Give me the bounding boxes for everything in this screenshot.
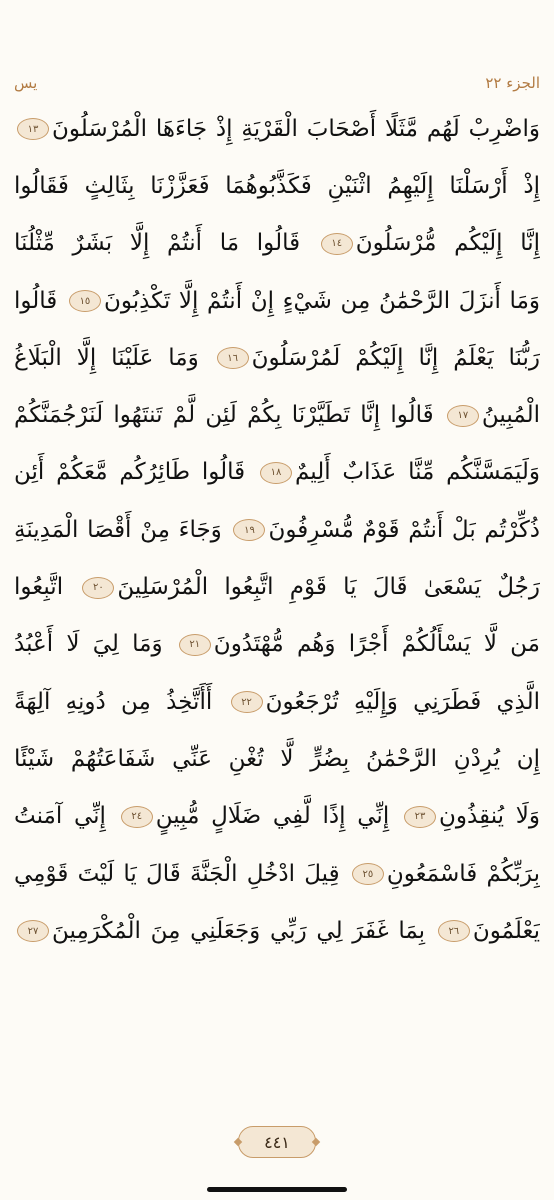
verse-text: إِذْ أَرْسَلْنَا إِلَيْهِمُ اثْنَيْنِ فَكَذَّبُوهُمَا فَعَزَّزْنَا بِثَالِثٍ فَقَالُوا xyxy=(14,172,540,199)
ayah-number-marker: ١٥ xyxy=(69,290,101,312)
verse-text: رَبُّنَا يَعْلَمُ إِنَّا إِلَيْكُمْ لَمُرْسَلُونَ xyxy=(251,344,540,371)
ayah-number-marker: ٢٤ xyxy=(121,806,153,828)
verse-text: رَجُلٌ يَسْعَىٰ قَالَ يَا قَوْمِ اتَّبِعُوا الْمُرْسَلِينَ xyxy=(117,574,540,601)
ayah-number-marker: ١٤ xyxy=(321,233,353,255)
verse-text: وَلَا يُنقِذُونِ xyxy=(438,803,540,830)
ayah-number-marker: ١٦ xyxy=(217,347,249,369)
text-line xyxy=(14,673,540,730)
text-line xyxy=(14,100,540,157)
verse-text: اتَّبِعُوا xyxy=(14,574,64,601)
verse-text: إِن يُرِدْنِ الرَّحْمَٰنُ بِضُرٍّ لَّا تُغْنِ عَنِّي شَفَاعَتُهُمْ شَيْئًا xyxy=(14,745,540,772)
ayah-number-marker: ٢٦ xyxy=(438,920,470,942)
verse-text: قَالُوا طَائِرُكُم مَّعَكُمْ أَئِن xyxy=(14,459,246,486)
text-line xyxy=(14,386,540,443)
text-line xyxy=(14,444,540,501)
verse-text: بِمَا غَفَرَ لِي رَبِّي وَجَعَلَنِي مِنَ الْمُكْرَمِينَ xyxy=(52,917,426,944)
ayah-number-marker: ٢٣ xyxy=(404,806,436,828)
text-line xyxy=(14,616,540,673)
verse-text: ذُكِّرْتُم بَلْ أَنتُمْ قَوْمٌ مُّسْرِفُونَ xyxy=(268,516,540,543)
ayah-number-marker: ١٣ xyxy=(17,118,49,140)
verse-text: الْمُبِينُ xyxy=(481,402,540,429)
verse-text: وَلَيَمَسَّنَّكُم مِّنَّا عَذَابٌ أَلِيمٌ xyxy=(294,459,540,486)
text-line xyxy=(14,329,540,386)
ayah-number-marker: ٢١ xyxy=(179,634,211,656)
verse-text: إِنِّي آمَنتُ xyxy=(14,803,106,830)
text-line xyxy=(14,215,540,272)
ayah-number-marker: ١٩ xyxy=(233,519,265,541)
verse-text: الَّذِي فَطَرَنِي وَإِلَيْهِ تُرْجَعُونَ xyxy=(265,688,540,715)
ayah-number-marker: ٢٠ xyxy=(82,577,114,599)
juz-label: الجزء ٢٢ xyxy=(485,74,540,92)
text-line xyxy=(14,157,540,214)
verse-text: قِيلَ ادْخُلِ الْجَنَّةَ قَالَ يَا لَيْتَ قَوْمِي xyxy=(14,860,340,887)
text-line xyxy=(14,501,540,558)
text-line xyxy=(14,558,540,615)
verse-text: وَمَا لِيَ لَا أَعْبُدُ xyxy=(14,631,163,658)
surah-name: يس xyxy=(14,74,38,92)
ayah-number-marker: ١٨ xyxy=(260,462,292,484)
verse-text: قَالُوا إِنَّا تَطَيَّرْنَا بِكُمْ لَئِن لَّمْ تَنتَهُوا لَنَرْجُمَنَّكُمْ xyxy=(14,402,434,429)
ayah-number-marker: ٢٧ xyxy=(17,920,49,942)
ayah-number-marker: ٢٥ xyxy=(352,863,384,885)
page-header xyxy=(14,68,540,98)
verse-text: إِنَّا إِلَيْكُم مُّرْسَلُونَ xyxy=(355,230,540,257)
verse-text: إِنِّي إِذًا لَّفِي ضَلَالٍ مُّبِينٍ xyxy=(155,803,390,830)
verse-text: أَأَتَّخِذُ مِن دُونِهِ آلِهَةً xyxy=(14,688,213,715)
text-line xyxy=(14,788,540,845)
text-line xyxy=(14,902,540,959)
verse-text: قَالُوا مَا أَنتُمْ إِلَّا بَشَرٌ مِّثْلُنَا xyxy=(14,230,301,257)
text-line xyxy=(14,272,540,329)
text-line xyxy=(14,845,540,902)
verse-text: يَعْلَمُونَ xyxy=(472,917,540,944)
verse-text: مَن لَّا يَسْأَلُكُمْ أَجْرًا وَهُم مُّهْتَدُونَ xyxy=(213,631,540,658)
ayah-number-marker: ١٧ xyxy=(447,405,479,427)
verse-text: وَمَا عَلَيْنَا إِلَّا الْبَلَاغُ xyxy=(14,344,199,371)
quran-page-text xyxy=(14,100,540,959)
page-number: ٤٤١ xyxy=(264,1132,290,1152)
verse-text: قَالُوا xyxy=(14,287,58,314)
page-number-badge xyxy=(238,1126,316,1158)
verse-text: وَجَاءَ مِنْ أَقْصَا الْمَدِينَةِ xyxy=(14,516,222,543)
ayah-number-marker: ٢٢ xyxy=(231,691,263,713)
verse-text: وَمَا أَنزَلَ الرَّحْمَٰنُ مِن شَيْءٍ إِنْ أَنتُمْ إِلَّا تَكْذِبُونَ xyxy=(103,287,540,314)
home-indicator[interactable] xyxy=(207,1187,347,1192)
verse-text: وَاضْرِبْ لَهُم مَّثَلًا أَصْحَابَ الْقَرْيَةِ إِذْ جَاءَهَا الْمُرْسَلُونَ xyxy=(52,115,540,142)
text-line xyxy=(14,730,540,787)
verse-text: بِرَبِّكُمْ فَاسْمَعُونِ xyxy=(386,860,540,887)
